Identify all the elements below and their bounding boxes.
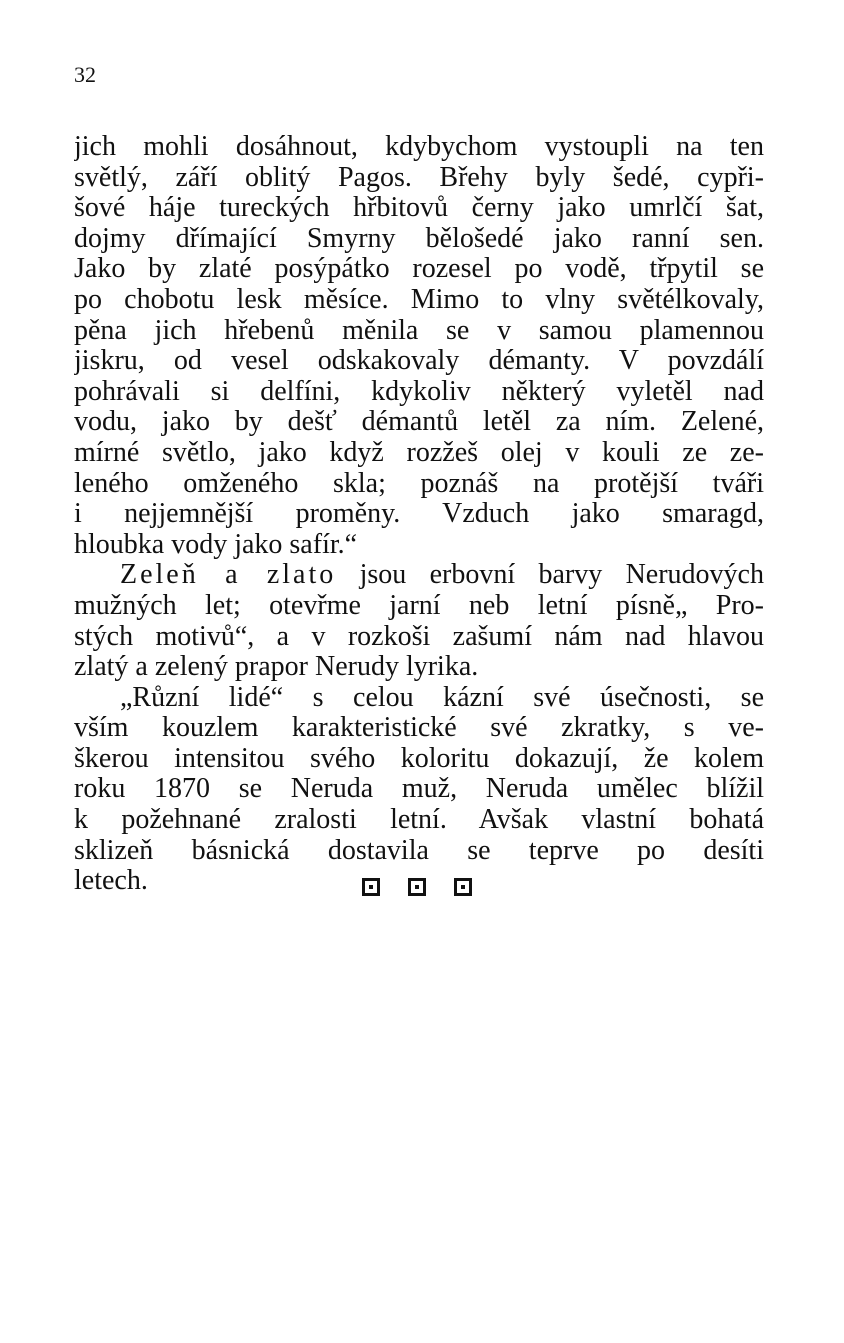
text-line: sklizeň básnická dostavila se teprve po desíti (74, 835, 764, 866)
text-line: jich mohli dosáhnout, kdybychom vystoupli na ten (74, 132, 764, 162)
text-line: stých motivů“, a v rozkoši zašumí nám nad hlavou (74, 621, 764, 652)
body-text (74, 132, 764, 897)
square-dot-ornament-icon (408, 878, 426, 896)
emphasized-phrase: Zeleň a zlato (120, 560, 337, 591)
text-line: leného omženého skla; poznáš na protější tváři (74, 468, 764, 499)
text-line: škerou intensitou svého koloritu dokazují, že kolem (74, 743, 764, 774)
section-end-ornaments (362, 878, 472, 896)
text-line: pěna jich hřebenů měnila se v samou plamennou (74, 315, 764, 346)
page-number: 32 (74, 62, 96, 87)
text-line: i nejjemnější proměny. Vzduch jako smaragd, (74, 499, 764, 530)
text-line: šové háje tureckých hřbitovů černy jako umrlčí šat, (74, 193, 764, 224)
text-line: vším kouzlem karakteristické své zkratky, s ve- (74, 713, 764, 744)
text-line: světlý, září oblitý Pagos. Břehy byly šedé, cypři- (74, 162, 764, 193)
text-line: jiskru, od vesel odskakovaly démanty. V povzdálí (74, 346, 764, 377)
text-line: po chobotu lesk měsíce. Mimo to vlny světélkovaly, (74, 284, 764, 315)
text-line: zlatý a zelený prapor Nerudy lyrika. (74, 652, 479, 683)
text-line: pohrávali si delfíni, kdykoliv některý vyletěl nad (74, 376, 764, 407)
text-line: mírné světlo, jako když rozžeš olej v kouli ze ze- (74, 437, 764, 468)
text-line: hloubka vody jako safír.“ (74, 529, 358, 560)
text-line: letech. (74, 866, 148, 897)
square-dot-ornament-icon (454, 878, 472, 896)
text-line: k požehnané zralosti letní. Avšak vlastní bohatá (74, 805, 764, 836)
text-line: dojmy dřímající Smyrny bělošedé jako ranní sen. (74, 223, 764, 254)
text-line: roku 1870 se Neruda muž, Neruda umělec blížil (74, 774, 764, 805)
text-line: mužných let; otevřme jarní neb letní písně„ Pro- (74, 590, 764, 621)
text-line (74, 560, 764, 591)
text-line: Jako by zlaté posýpátko rozesel po vodě, třpytil se (74, 254, 764, 285)
text-line: vodu, jako by dešť démantů letěl za ním. Zelené, (74, 407, 764, 438)
text-line-rest: jsou erbovní barvy Nerudových (336, 560, 764, 591)
text-line: „Různí lidé“ s celou kázní své úsečnosti, se (120, 682, 764, 713)
square-dot-ornament-icon (362, 878, 380, 896)
